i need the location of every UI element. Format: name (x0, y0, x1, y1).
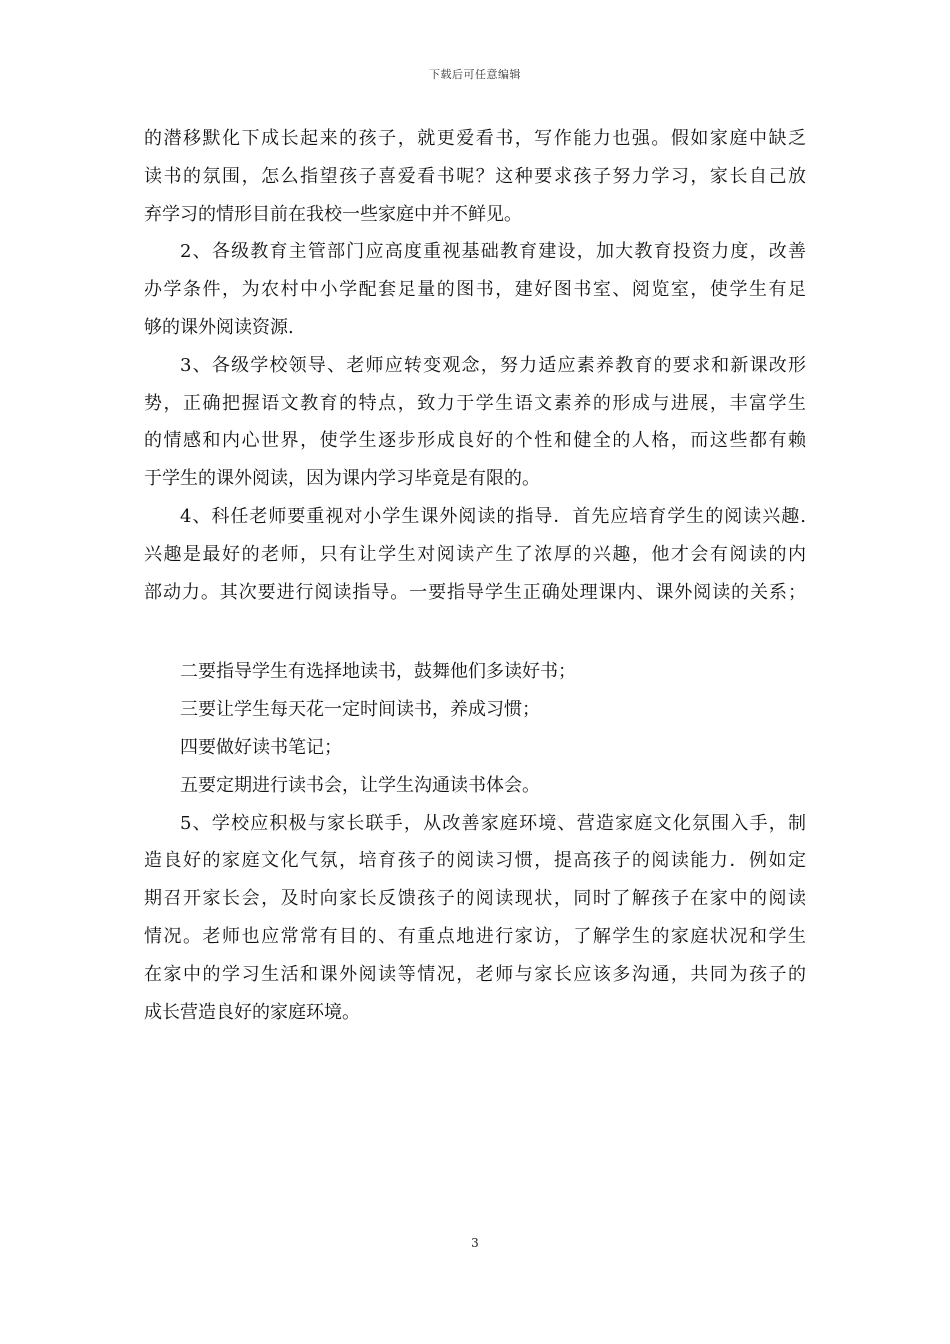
paragraph-4-start: 4、科任老师要重视对小学生课外阅读的指导．首先应培育学生的阅读兴趣. (180, 505, 806, 527)
text-line: 成长营造良好的家庭环境。 (144, 1001, 360, 1023)
text-line: 造良好的家庭文化气氛，培育孩子的阅读习惯，提高孩子的阅读能力．例如定 (144, 850, 806, 872)
document-body (144, 120, 806, 1031)
text-line: 于学生的课外阅读，因为课内学习毕竟是有限的。 (144, 468, 540, 490)
text-line: 读书的氛围，怎么指望孩子喜爱看书呢？这种要求孩子努力学习，家长自己放 (144, 165, 806, 187)
text-line: 兴趣是最好的老师，只有让学生对阅读产生了浓厚的兴趣，他才会有阅读的内 (144, 543, 806, 565)
paragraph-2-start: 2、各级教育主管部门应高度重视基础教育建设，加大教育投资力度，改善 (180, 241, 806, 263)
text-line: 弃学习的情形目前在我校一些家庭中并不鲜见。 (144, 203, 522, 225)
paragraph-gap (144, 611, 806, 653)
paragraph-5-start: 5、学校应积极与家长联手，从改善家庭环境、营造家庭文化氛围入手，制 (180, 812, 806, 834)
text-line: 的情感和内心世界，使学生逐步形成良好的个性和健全的人格，而这些都有赖 (144, 430, 806, 452)
paragraph-3-start: 3、各级学校领导、老师应转变观念，努力适应素养教育的要求和新课改形 (180, 354, 806, 376)
text-line: 势，正确把握语文教育的特点，致力于学生语文素养的形成与进展，丰富学生 (144, 392, 806, 414)
page-number: 3 (471, 1236, 479, 1250)
page-header: 下载后可任意编辑 (429, 68, 521, 81)
list-item: 二要指导学生有选择地读书，鼓舞他们多读好书； (180, 661, 576, 683)
text-line: 在家中的学习生活和课外阅读等情况，老师与家长应该多沟通，共同为孩子的 (144, 963, 806, 985)
text-line: 期召开家长会，及时向家长反馈孩子的阅读现状，同时了解孩子在家中的阅读 (144, 888, 806, 910)
list-item: 三要让学生每天花一定时间读书，养成习惯； (180, 699, 540, 721)
list-item: 五要定期进行读书会，让学生沟通读书体会。 (180, 774, 540, 796)
list-item: 四要做好读书笔记； (180, 736, 342, 758)
text-line: 部动力。其次要进行阅读指导。一要指导学生正确处理课内、课外阅读的关系； (144, 581, 806, 603)
text-line: 够的课外阅读资源. (144, 316, 294, 338)
text-line: 的潜移默化下成长起来的孩子，就更爱看书，写作能力也强。假如家庭中缺乏 (144, 128, 806, 149)
text-line: 办学条件，为农村中小学配套足量的图书，建好图书室、阅览室，使学生有足 (144, 279, 806, 301)
text-line: 情况。老师也应常常有目的、有重点地进行家访，了解学生的家庭状况和学生 (144, 925, 806, 947)
